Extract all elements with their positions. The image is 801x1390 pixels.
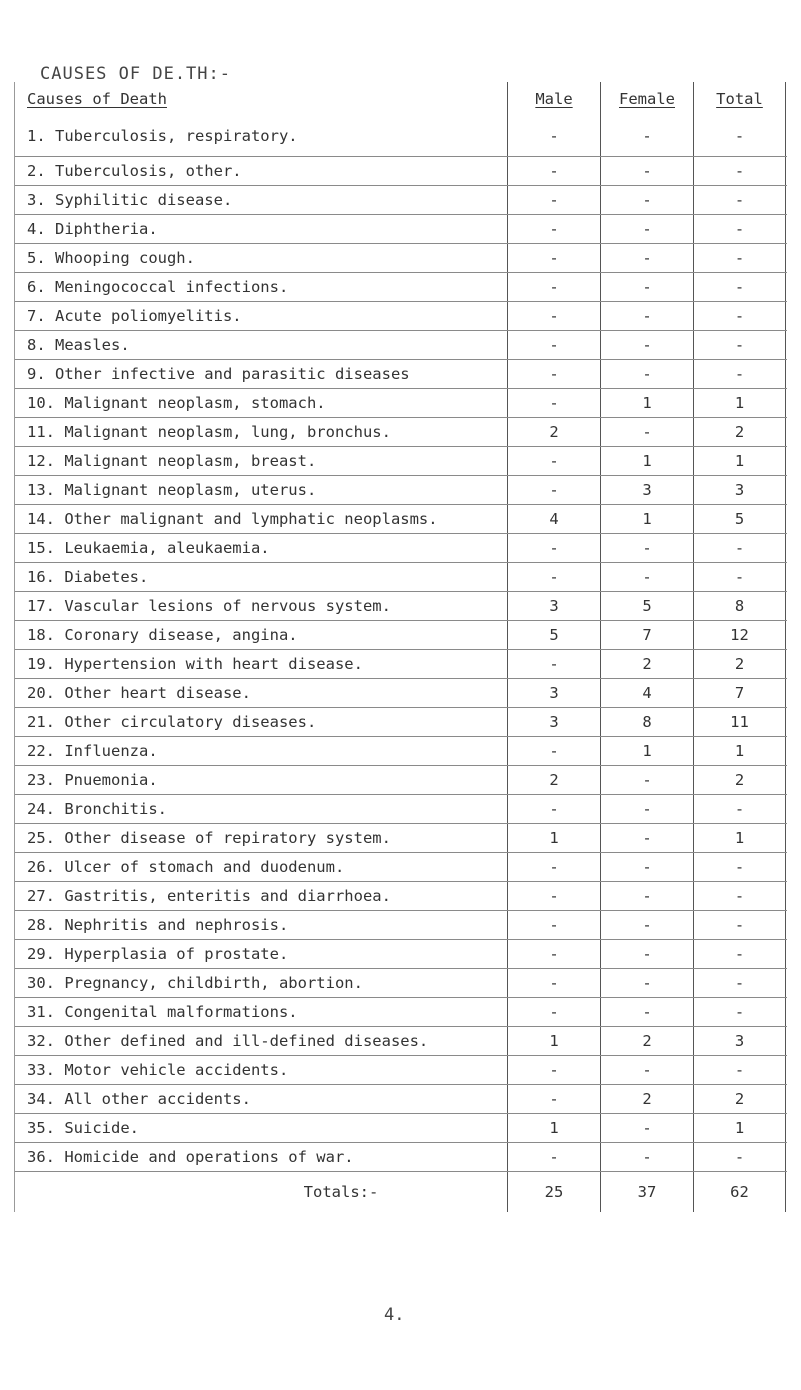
male-cell: 3 [507,679,600,707]
total-cell: - [693,940,786,968]
table-row [15,157,787,186]
total-cell: 5 [693,505,786,533]
total-cell: - [693,273,786,301]
table-row [15,679,787,708]
total-cell: - [693,882,786,910]
total-cell: - [693,563,786,591]
female-cell: - [600,563,693,591]
cause-cell: 15. Leukaemia, aleukaemia. [27,539,270,557]
female-cell: - [600,882,693,910]
table-row [15,1027,787,1056]
cause-cell: 29. Hyperplasia of prostate. [27,945,289,963]
table-row [15,418,787,447]
table-row [15,592,787,621]
female-cell: 4 [600,679,693,707]
cause-cell: 5. Whooping cough. [27,249,195,267]
male-cell: 1 [507,1114,600,1142]
total-cell: 1 [693,824,786,852]
total-cell: 3 [693,1027,786,1055]
table-row [15,940,787,969]
male-cell: - [507,331,600,359]
total-cell: - [693,331,786,359]
total-cell: 2 [693,766,786,794]
table-row [15,563,787,592]
table-row [15,969,787,998]
male-cell: - [507,940,600,968]
table-row [15,853,787,882]
female-cell: - [600,215,693,243]
cause-cell: 1. Tuberculosis, respiratory. [27,127,298,145]
total-cell: - [693,186,786,214]
cause-cell: 9. Other infective and parasitic diseases [27,365,410,383]
cause-cell: 19. Hypertension with heart disease. [27,655,363,673]
female-cell: 1 [600,389,693,417]
page-heading: CAUSES OF DE.TH:- [40,64,231,84]
male-cell: - [507,215,600,243]
male-cell: - [507,157,600,185]
female-cell: 2 [600,1085,693,1113]
total-cell: - [693,1056,786,1084]
male-cell: 4 [507,505,600,533]
table-row [15,244,787,273]
male-cell: - [507,969,600,997]
male-cell: - [507,534,600,562]
cause-cell: 16. Diabetes. [27,568,149,586]
male-cell: - [507,911,600,939]
female-cell: - [600,302,693,330]
female-cell: - [600,418,693,446]
female-cell: 8 [600,708,693,736]
female-cell: 7 [600,621,693,649]
female-cell: - [600,244,693,272]
female-cell: 2 [600,1027,693,1055]
female-cell: - [600,157,693,185]
female-cell: - [600,766,693,794]
male-cell: - [507,1143,600,1171]
female-cell: - [600,534,693,562]
cause-cell: 12. Malignant neoplasm, breast. [27,452,317,470]
cause-cell: 24. Bronchitis. [27,800,167,818]
female-cell: - [600,969,693,997]
cause-cell: 32. Other defined and ill-defined diseases. [27,1032,429,1050]
male-cell: 2 [507,418,600,446]
cause-cell: 4. Diphtheria. [27,220,158,238]
male-cell: 1 [507,1027,600,1055]
female-cell: - [600,1114,693,1142]
male-cell: 2 [507,766,600,794]
total-cell: 8 [693,592,786,620]
table-row [15,1085,787,1114]
header-total: Total [693,82,786,116]
cause-cell: 26. Ulcer of stomach and duodenum. [27,858,345,876]
total-cell: - [693,795,786,823]
cause-cell: 22. Influenza. [27,742,158,760]
cause-cell: 31. Congenital malformations. [27,1003,298,1021]
table-row [15,795,787,824]
table-row [15,505,787,534]
total-cell: - [693,302,786,330]
total-cell: - [693,998,786,1026]
cause-cell: 30. Pregnancy, childbirth, abortion. [27,974,363,992]
male-cell: - [507,360,600,388]
table-header-row [15,82,787,116]
female-cell: - [600,853,693,881]
female-cell: - [600,1143,693,1171]
table-row [15,116,787,157]
cause-cell: 20. Other heart disease. [27,684,251,702]
female-cell: - [600,795,693,823]
totals-female: 37 [600,1172,693,1212]
male-cell: - [507,302,600,330]
female-cell: - [600,186,693,214]
table-row [15,215,787,244]
table-row [15,302,787,331]
cause-cell: 25. Other disease of repiratory system. [27,829,391,847]
cause-cell: 13. Malignant neoplasm, uterus. [27,481,317,499]
female-cell: - [600,273,693,301]
male-cell: - [507,650,600,678]
total-cell: - [693,1143,786,1171]
table-row [15,1143,787,1172]
table-row [15,882,787,911]
table-row [15,447,787,476]
page-number: 4. [384,1305,405,1325]
cause-cell: 7. Acute poliomyelitis. [27,307,242,325]
cause-cell: 11. Malignant neoplasm, lung, bronchus. [27,423,391,441]
table-row [15,1056,787,1085]
cause-cell: 18. Coronary disease, angina. [27,626,298,644]
total-cell: 1 [693,447,786,475]
male-cell: - [507,853,600,881]
total-cell: - [693,911,786,939]
totals-row [15,1172,787,1212]
cause-cell: 35. Suicide. [27,1119,139,1137]
female-cell: 3 [600,476,693,504]
total-cell: - [693,157,786,185]
cause-cell: 14. Other malignant and lymphatic neoplasms. [27,510,438,528]
total-cell: - [693,244,786,272]
table-row [15,186,787,215]
table-row [15,766,787,795]
female-cell: - [600,911,693,939]
total-cell: - [693,215,786,243]
male-cell: 3 [507,592,600,620]
causes-of-death-table [14,82,787,1212]
total-cell: - [693,116,786,156]
female-cell: 5 [600,592,693,620]
cause-cell: 6. Meningococcal infections. [27,278,289,296]
header-cause: Causes of Death [27,90,167,108]
male-cell: - [507,273,600,301]
female-cell: 1 [600,737,693,765]
table-row [15,389,787,418]
total-cell: 2 [693,650,786,678]
total-cell: - [693,360,786,388]
cause-cell: 33. Motor vehicle accidents. [27,1061,289,1079]
male-cell: - [507,563,600,591]
male-cell: 1 [507,824,600,852]
table-row [15,360,787,389]
total-cell: 1 [693,389,786,417]
female-cell: - [600,360,693,388]
total-cell: - [693,534,786,562]
male-cell: - [507,1085,600,1113]
male-cell: - [507,389,600,417]
total-cell: 12 [693,621,786,649]
totals-total: 62 [693,1172,786,1212]
cause-cell: 10. Malignant neoplasm, stomach. [27,394,326,412]
female-cell: 1 [600,505,693,533]
male-cell: - [507,737,600,765]
cause-cell: 28. Nephritis and nephrosis. [27,916,289,934]
table-row [15,708,787,737]
male-cell: - [507,447,600,475]
female-cell: - [600,1056,693,1084]
table-row [15,824,787,853]
table-row [15,331,787,360]
table-row [15,737,787,766]
table-row [15,998,787,1027]
cause-cell: 17. Vascular lesions of nervous system. [27,597,391,615]
cause-cell: 3. Syphilitic disease. [27,191,233,209]
male-cell: - [507,476,600,504]
total-cell: 3 [693,476,786,504]
table-row [15,476,787,505]
female-cell: - [600,116,693,156]
male-cell: - [507,116,600,156]
cause-cell: 23. Pnuemonia. [27,771,158,789]
male-cell: - [507,998,600,1026]
male-cell: - [507,244,600,272]
male-cell: 5 [507,621,600,649]
female-cell: - [600,940,693,968]
header-female: Female [600,82,693,116]
cause-cell: 2. Tuberculosis, other. [27,162,242,180]
cause-cell: 34. All other accidents. [27,1090,251,1108]
female-cell: - [600,824,693,852]
total-cell: 1 [693,1114,786,1142]
table-row [15,1114,787,1143]
table-row [15,650,787,679]
total-cell: - [693,853,786,881]
cause-cell: 8. Measles. [27,336,130,354]
total-cell: 7 [693,679,786,707]
total-cell: 2 [693,418,786,446]
cause-cell: 36. Homicide and operations of war. [27,1148,354,1166]
female-cell: 1 [600,447,693,475]
total-cell: 11 [693,708,786,736]
totals-label: Totals:- [303,1183,379,1201]
female-cell: - [600,331,693,359]
table-row [15,621,787,650]
table-row [15,534,787,563]
male-cell: - [507,186,600,214]
cause-cell: 27. Gastritis, enteritis and diarrhoea. [27,887,391,905]
totals-male: 25 [507,1172,600,1212]
table-row [15,911,787,940]
male-cell: - [507,795,600,823]
header-male: Male [507,82,600,116]
table-row [15,273,787,302]
female-cell: - [600,998,693,1026]
total-cell: 1 [693,737,786,765]
cause-cell: 21. Other circulatory diseases. [27,713,317,731]
male-cell: - [507,1056,600,1084]
male-cell: 3 [507,708,600,736]
total-cell: 2 [693,1085,786,1113]
male-cell: - [507,882,600,910]
female-cell: 2 [600,650,693,678]
total-cell: - [693,969,786,997]
